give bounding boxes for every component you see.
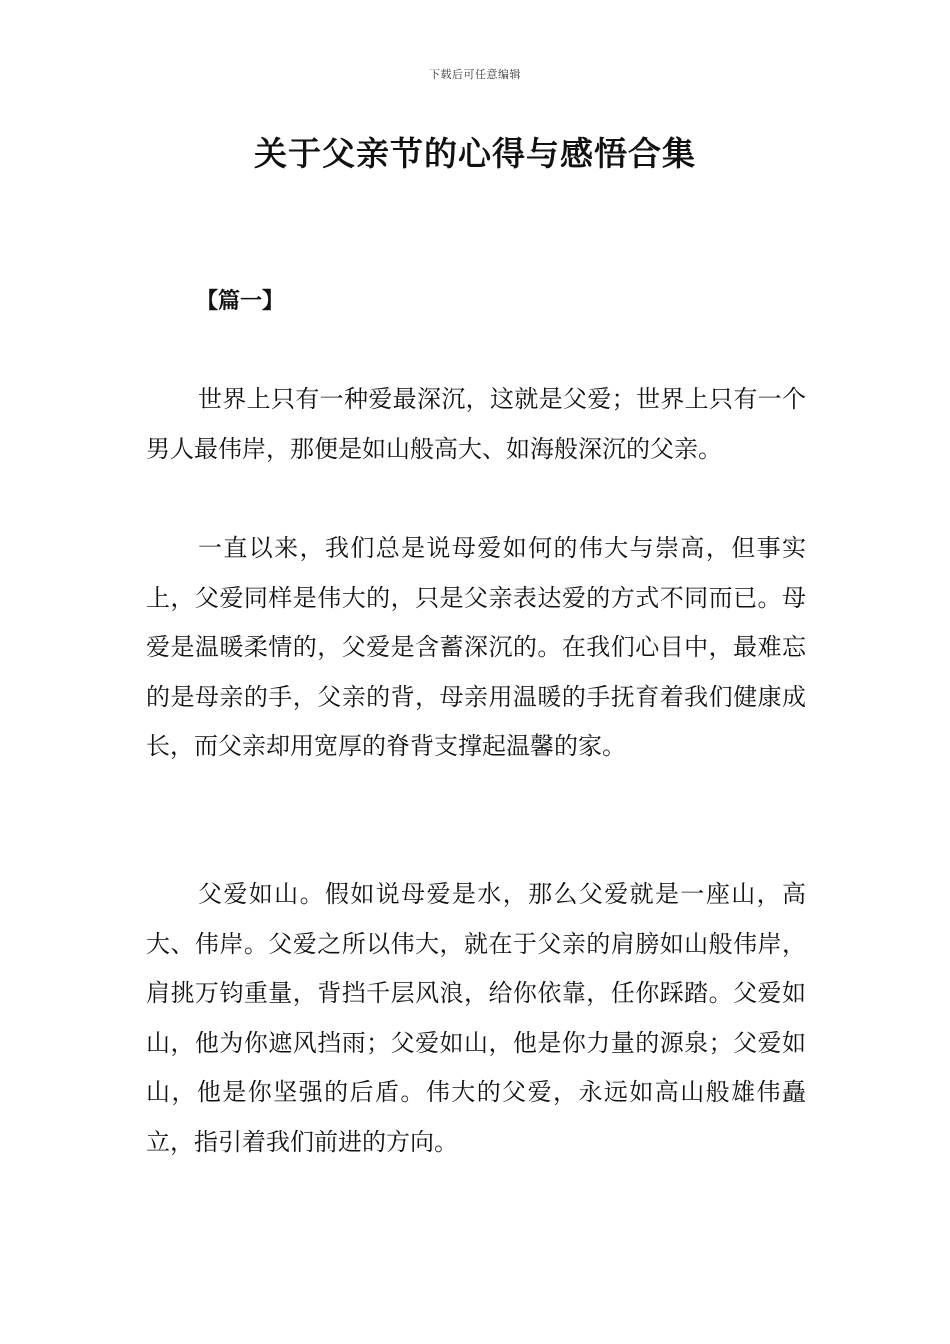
section-label: 【篇一】	[196, 289, 285, 314]
paragraph-1: 世界上只有一种爱最深沉，这就是父爱；世界上只有一个男人最伟岸，那便是如山般高大、如海般深沉的父亲。	[146, 385, 806, 463]
header-note: 下载后可任意编辑	[429, 68, 521, 81]
document-title: 关于父亲节的心得与感悟合集	[254, 134, 696, 173]
paragraph-3: 父爱如山。假如说母爱是水，那么父爱就是一座山，高大、伟岸。父爱之所以伟大，就在于父亲的肩膀如山般伟岸，肩挑万钧重量，背挡千层风浪，给你依靠，任你踩踏。父爱如山，他为你遮风挡雨；父爱如山，他是你力量的源泉；父爱如山，他是你坚强的后盾。伟大的父爱，永远如高山般雄伟矗立，指引着我们前进的方向。	[146, 880, 806, 1156]
paragraph-2: 一直以来，我们总是说母爱如何的伟大与崇高，但事实上，父爱同样是伟大的，只是父亲表达爱的方式不同而已。母爱是温暖柔情的，父爱是含蓄深沉的。在我们心目中，最难忘的是母亲的手，父亲的背，母亲用温暖的手抚育着我们健康成长，而父亲却用宽厚的脊背支撑起温馨的家。	[146, 534, 806, 760]
